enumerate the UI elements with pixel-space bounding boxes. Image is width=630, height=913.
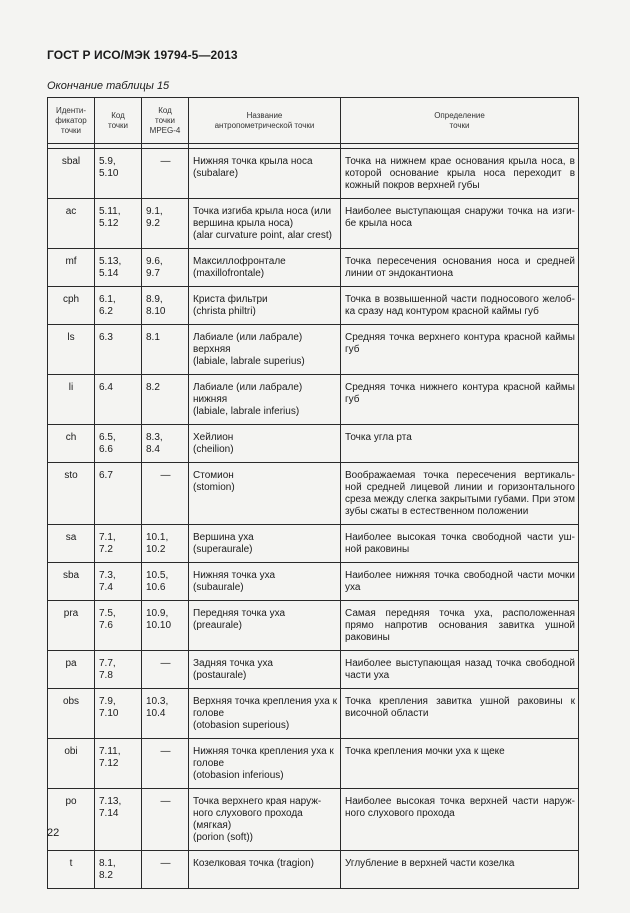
cell-point-name: Вершина уха (superaurale) xyxy=(189,525,341,563)
cell-point-definition: Углубление в верхней части козелка xyxy=(341,851,579,889)
cell-point-id: sba xyxy=(48,563,95,601)
cell-point-name: Хейлион (cheilion) xyxy=(189,425,341,463)
table-row xyxy=(48,601,579,651)
table-row xyxy=(48,325,579,375)
page-number: 22 xyxy=(47,827,60,839)
cell-point-name: Криста фильтри (christa philtri) xyxy=(189,287,341,325)
cell-mpeg-code: — xyxy=(142,149,189,199)
cell-point-code: 7.7, 7.8 xyxy=(95,651,142,689)
cell-point-id: sbal xyxy=(48,149,95,199)
cell-point-code: 7.11, 7.12 xyxy=(95,739,142,789)
table-row xyxy=(48,425,579,463)
cell-mpeg-code: 8.3, 8.4 xyxy=(142,425,189,463)
column-header-definition: Определение точки xyxy=(341,98,579,144)
cell-point-definition: Точка крепления мочки уха к щеке xyxy=(341,739,579,789)
cell-point-name: Лабиале (или лабрале) верхняя (labiale, labrale superius) xyxy=(189,325,341,375)
cell-point-id: ch xyxy=(48,425,95,463)
cell-point-name: Стомион (stomion) xyxy=(189,463,341,525)
cell-mpeg-code: — xyxy=(142,789,189,851)
cell-point-id: sa xyxy=(48,525,95,563)
table-row xyxy=(48,287,579,325)
cell-point-code: 6.4 xyxy=(95,375,142,425)
cell-point-code: 6.7 xyxy=(95,463,142,525)
table-row xyxy=(48,199,579,249)
table-row xyxy=(48,249,579,287)
cell-mpeg-code: 10.3, 10.4 xyxy=(142,689,189,739)
table-row xyxy=(48,689,579,739)
cell-point-definition: Средняя точка верхнего контура красной каймы губ xyxy=(341,325,579,375)
cell-point-definition: Наиболее выступающая назад точка свободной части уха xyxy=(341,651,579,689)
table-row xyxy=(48,739,579,789)
cell-point-code: 5.11, 5.12 xyxy=(95,199,142,249)
cell-point-name: Верхняя точка крепления уха к голове (otobasion superious) xyxy=(189,689,341,739)
document-header: ГОСТ Р ИСО/МЭК 19794-5—2013 xyxy=(47,48,238,62)
column-header-code: Код точки xyxy=(95,98,142,144)
cell-point-definition: Наиболее высокая точка свободной части уш-ной раковины xyxy=(341,525,579,563)
cell-point-id: ls xyxy=(48,325,95,375)
cell-point-definition: Точка на нижнем крае основания крыла носа, в которой основание крыла носа переходит в кожный покров верхней губы xyxy=(341,149,579,199)
cell-point-code: 7.13, 7.14 xyxy=(95,789,142,851)
column-header-name: Название антропометрической точки xyxy=(189,98,341,144)
cell-point-definition: Точка угла рта xyxy=(341,425,579,463)
cell-point-id: li xyxy=(48,375,95,425)
cell-point-id: obs xyxy=(48,689,95,739)
cell-point-code: 5.9, 5.10 xyxy=(95,149,142,199)
cell-point-name: Точка верхнего края наруж-ного слухового прохода (мягкая) (porion (soft)) xyxy=(189,789,341,851)
column-header-id: Иденти- фикатор точки xyxy=(48,98,95,144)
cell-point-definition: Наиболее высокая точка верхней части наруж-ного слухового прохода xyxy=(341,789,579,851)
cell-point-code: 7.9, 7.10 xyxy=(95,689,142,739)
table-row xyxy=(48,463,579,525)
cell-mpeg-code: 8.2 xyxy=(142,375,189,425)
cell-point-id: pa xyxy=(48,651,95,689)
cell-mpeg-code: — xyxy=(142,739,189,789)
table-header-row xyxy=(48,98,579,144)
cell-mpeg-code: 8.1 xyxy=(142,325,189,375)
table-row xyxy=(48,789,579,851)
cell-mpeg-code: 8.9, 8.10 xyxy=(142,287,189,325)
cell-point-code: 6.5, 6.6 xyxy=(95,425,142,463)
cell-point-code: 8.1, 8.2 xyxy=(95,851,142,889)
cell-point-name: Передняя точка уха (preaurale) xyxy=(189,601,341,651)
cell-point-code: 5.13, 5.14 xyxy=(95,249,142,287)
cell-mpeg-code: 10.5, 10.6 xyxy=(142,563,189,601)
cell-point-id: ac xyxy=(48,199,95,249)
cell-point-id: t xyxy=(48,851,95,889)
table-row xyxy=(48,651,579,689)
cell-point-id: po xyxy=(48,789,95,851)
table-row xyxy=(48,149,579,199)
cell-point-id: obi xyxy=(48,739,95,789)
table-row xyxy=(48,851,579,889)
cell-mpeg-code: — xyxy=(142,651,189,689)
cell-point-name: Задняя точка уха (postaurale) xyxy=(189,651,341,689)
table-body xyxy=(48,144,579,889)
cell-point-id: sto xyxy=(48,463,95,525)
cell-point-definition: Наиболее выступающая снаружи точка на изги-бе крыла носа xyxy=(341,199,579,249)
cell-point-definition: Воображаемая точка пересечения вертикаль-ной средней лицевой линии и горизонтального среза между слегка закрытыми губами. При этом зубы сжаты в естественном положении xyxy=(341,463,579,525)
cell-point-definition: Самая передняя точка уха, расположенная прямо напротив основания завитка ушной раковины xyxy=(341,601,579,651)
cell-point-name: Козелковая точка (tragion) xyxy=(189,851,341,889)
cell-point-code: 6.1, 6.2 xyxy=(95,287,142,325)
cell-point-id: pra xyxy=(48,601,95,651)
table-caption: Окончание таблицы 15 xyxy=(47,80,170,92)
cell-point-definition: Точка крепления завитка ушной раковины к височной области xyxy=(341,689,579,739)
table-row xyxy=(48,525,579,563)
cell-point-definition: Точка пересечения основания носа и средней линии от эндокантиона xyxy=(341,249,579,287)
cell-point-code: 6.3 xyxy=(95,325,142,375)
cell-point-name: Нижняя точка крыла носа (subalare) xyxy=(189,149,341,199)
cell-point-id: cph xyxy=(48,287,95,325)
cell-point-definition: Точка в возвышенной части подносового желоб-ка сразу над контуром красной каймы губ xyxy=(341,287,579,325)
cell-point-id: mf xyxy=(48,249,95,287)
cell-point-name: Лабиале (или лабрале) нижняя (labiale, labrale inferius) xyxy=(189,375,341,425)
column-header-mpeg-code: Код точки MPEG-4 xyxy=(142,98,189,144)
cell-mpeg-code: 9.6, 9.7 xyxy=(142,249,189,287)
cell-point-code: 7.3, 7.4 xyxy=(95,563,142,601)
cell-mpeg-code: — xyxy=(142,463,189,525)
anthropometric-points-table xyxy=(47,97,579,889)
cell-mpeg-code: 10.1, 10.2 xyxy=(142,525,189,563)
cell-point-definition: Наиболее нижняя точка свободной части мочки уха xyxy=(341,563,579,601)
cell-mpeg-code: 10.9, 10.10 xyxy=(142,601,189,651)
table-row xyxy=(48,563,579,601)
cell-point-name: Нижняя точка крепления уха к голове (otobasion inferious) xyxy=(189,739,341,789)
cell-point-code: 7.5, 7.6 xyxy=(95,601,142,651)
cell-point-name: Нижняя точка уха (subaurale) xyxy=(189,563,341,601)
cell-point-definition: Средняя точка нижнего контура красной каймы губ xyxy=(341,375,579,425)
cell-mpeg-code: 9.1, 9.2 xyxy=(142,199,189,249)
cell-mpeg-code: — xyxy=(142,851,189,889)
table-row xyxy=(48,375,579,425)
cell-point-code: 7.1, 7.2 xyxy=(95,525,142,563)
cell-point-name: Максиллофронтале (maxillofrontale) xyxy=(189,249,341,287)
cell-point-name: Точка изгиба крыла носа (или вершина крыла носа) (alar curvature point, alar crest) xyxy=(189,199,341,249)
